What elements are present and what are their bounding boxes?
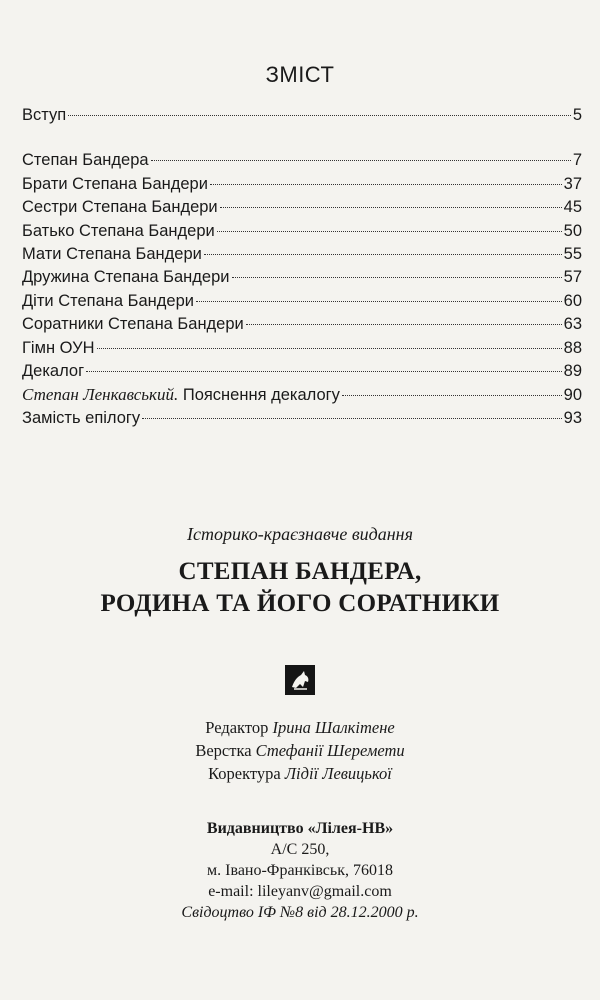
toc-leader-dots bbox=[246, 324, 562, 325]
toc-entry-page: 63 bbox=[563, 315, 582, 334]
toc-entry-page: 88 bbox=[563, 338, 582, 357]
credit-role: Редактор bbox=[205, 718, 273, 737]
toc-entry-label: Замість епілогу bbox=[22, 408, 141, 427]
toc-entry-page: 7 bbox=[572, 151, 582, 170]
credits bbox=[0, 716, 600, 785]
credit-editor bbox=[0, 716, 600, 739]
toc-title: ЗМІСТ bbox=[265, 62, 335, 87]
credit-person: Стефанії Шеремети bbox=[255, 741, 405, 760]
toc-entry-label: Сестри Степана Бандери bbox=[22, 198, 218, 217]
publisher-city: м. Івано-Франківськ, 76018 bbox=[207, 862, 393, 879]
toc-entry-label: Батько Степана Бандери bbox=[22, 221, 215, 240]
toc-entry bbox=[22, 173, 582, 196]
table-of-contents bbox=[22, 104, 582, 430]
credit-person: Лідії Левицької bbox=[284, 764, 392, 783]
publisher-certificate: Свідоцтво ІФ №8 від 28.12.2000 р. bbox=[181, 904, 419, 921]
toc-entry-page: 50 bbox=[563, 221, 582, 240]
toc-leader-dots bbox=[151, 160, 571, 161]
toc-leader-dots bbox=[217, 231, 562, 232]
publisher-email: e-mail: lileyanv@gmail.com bbox=[208, 883, 392, 900]
toc-leader-dots bbox=[232, 277, 562, 278]
toc-entry bbox=[22, 104, 582, 127]
toc-entry-label: Дружина Степана Бандери bbox=[22, 268, 230, 287]
toc-entry bbox=[22, 243, 582, 266]
toc-entry-label: Діти Степана Бандери bbox=[22, 291, 194, 310]
toc-entry-author: Степан Ленкавський. bbox=[22, 385, 179, 405]
book-title-line: РОДИНА ТА ЙОГО СОРАТНИКИ bbox=[100, 590, 500, 617]
toc-entry-page: 93 bbox=[563, 408, 582, 427]
toc-entry bbox=[22, 290, 582, 313]
toc-leader-dots bbox=[196, 301, 562, 302]
publisher-name: Видавництво «Лілея-НВ» bbox=[206, 820, 394, 837]
toc-entry-label: Степан Бандера bbox=[22, 151, 149, 170]
toc-entry bbox=[22, 149, 582, 172]
book-subtitle: Історико-краєзнавче видання bbox=[187, 524, 413, 544]
toc-entry-label bbox=[22, 383, 340, 407]
toc-entry bbox=[22, 407, 582, 430]
toc-entry-label: Брати Степана Бандери bbox=[22, 174, 208, 193]
credit-proofreading bbox=[0, 762, 600, 785]
toc-entry-page: 60 bbox=[563, 291, 582, 310]
toc-entry bbox=[22, 266, 582, 289]
toc-leader-dots bbox=[342, 395, 562, 396]
credit-person: Ірина Шалкітене bbox=[272, 718, 395, 737]
toc-entry-page: 37 bbox=[563, 174, 582, 193]
toc-leader-dots bbox=[68, 115, 571, 116]
publisher-po-box: А/С 250, bbox=[270, 841, 330, 858]
toc-entry-page: 55 bbox=[563, 244, 582, 263]
toc-leader-dots bbox=[97, 348, 562, 349]
toc-entry-title: Пояснення декалогу bbox=[178, 386, 340, 405]
toc-entry-label: Мати Степана Бандери bbox=[22, 244, 202, 263]
credit-role: Верстка bbox=[195, 741, 256, 760]
publisher-logo-icon bbox=[285, 665, 315, 695]
toc-leader-dots bbox=[204, 254, 562, 255]
toc-leader-dots bbox=[86, 371, 562, 372]
toc-entry bbox=[22, 383, 582, 406]
credit-layout bbox=[0, 739, 600, 762]
toc-entry bbox=[22, 313, 582, 336]
toc-entry bbox=[22, 360, 582, 383]
toc-entry-label: Вступ bbox=[22, 106, 67, 124]
toc-entry-page: 45 bbox=[563, 198, 582, 217]
toc-entry-page: 89 bbox=[563, 361, 582, 380]
toc-entry bbox=[22, 337, 582, 360]
credit-role: Коректура bbox=[208, 764, 285, 783]
toc-entry-label: Декалог bbox=[22, 361, 85, 380]
toc-entry bbox=[22, 196, 582, 219]
toc-entry-page: 90 bbox=[563, 386, 582, 405]
toc-entry-page: 5 bbox=[572, 106, 582, 124]
publisher-info bbox=[0, 818, 600, 923]
book-title-line: СТЕПАН БАНДЕРА, bbox=[178, 558, 422, 585]
toc-entry-label: Гімн ОУН bbox=[22, 338, 95, 357]
toc-leader-dots bbox=[220, 207, 562, 208]
book-title bbox=[0, 556, 600, 620]
toc-leader-dots bbox=[142, 418, 561, 419]
toc-entry-label: Соратники Степана Бандери bbox=[22, 315, 244, 334]
toc-entry bbox=[22, 220, 582, 243]
toc-leader-dots bbox=[210, 184, 562, 185]
toc-entry-page: 57 bbox=[563, 268, 582, 287]
